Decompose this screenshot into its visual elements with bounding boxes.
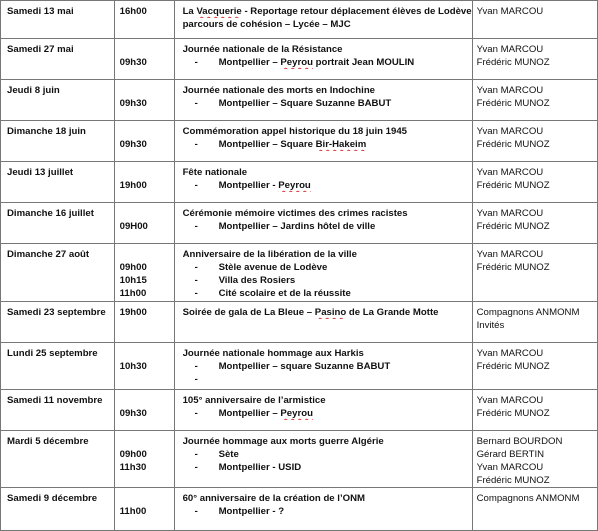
event-location-item	[183, 407, 472, 420]
time-cell	[114, 39, 174, 80]
dash-bullet-icon: -	[194, 221, 198, 232]
table-row	[1, 1, 598, 39]
event-time	[120, 207, 174, 220]
participant-name: Yvan MARCOU	[476, 44, 544, 55]
participant-name: Frédéric MUNOZ	[476, 475, 550, 486]
participants-cell	[472, 302, 597, 343]
event-location: Montpellier - ?	[218, 506, 285, 517]
event-cell	[174, 431, 472, 488]
event-location-item	[183, 505, 472, 518]
event-time	[120, 18, 174, 31]
dash-bullet-icon: -	[194, 98, 198, 109]
participant-name: Yvan MARCOU	[476, 85, 544, 96]
event-time: 11h00	[119, 288, 147, 299]
event-time: 11h30	[119, 462, 147, 473]
event-title: Journée nationale des morts en Indochine	[182, 85, 376, 96]
event-location: Montpellier - USID	[218, 462, 302, 473]
participant-name: Yvan MARCOU	[476, 208, 544, 219]
event-location: Montpellier – Jardins hôtel de ville	[218, 221, 376, 232]
event-time: 09h30	[119, 139, 147, 150]
participant-name: Yvan MARCOU	[476, 462, 544, 473]
event-location: Montpellier – Square Bir-Hakeim	[218, 139, 367, 150]
participant-name: Yvan MARCOU	[476, 249, 544, 260]
event-date: Dimanche 16 juillet	[7, 208, 94, 219]
date-cell	[1, 343, 115, 390]
event-cell	[174, 302, 472, 343]
event-title: 105° anniversaire de l’armistice	[182, 395, 326, 406]
event-time: 10h15	[119, 275, 147, 286]
event-cell	[174, 244, 472, 302]
participants-cell	[472, 162, 597, 203]
event-location-item	[183, 179, 472, 192]
dash-bullet-icon: -	[194, 262, 198, 273]
participant-name: Yvan MARCOU	[476, 126, 544, 137]
event-location: Villa des Rosiers	[218, 275, 296, 286]
dash-bullet-icon: -	[194, 462, 198, 473]
table-row	[1, 244, 598, 302]
dash-bullet-icon: -	[194, 374, 198, 385]
event-date: Jeudi 13 juillet	[7, 167, 74, 178]
participants-cell	[472, 431, 597, 488]
event-location-item	[183, 448, 472, 461]
event-time	[120, 394, 174, 407]
participants-cell	[472, 203, 597, 244]
participants-cell	[472, 1, 597, 39]
participant-name: Compagnons ANMONM	[476, 307, 580, 318]
event-location: Montpellier - Peyrou	[218, 180, 311, 191]
date-cell	[1, 302, 115, 343]
event-time: 09h30	[119, 98, 147, 109]
date-cell	[1, 431, 115, 488]
dash-bullet-icon: -	[194, 361, 198, 372]
time-cell	[114, 121, 174, 162]
event-date: Samedi 11 novembre	[7, 395, 103, 406]
event-cell	[174, 390, 472, 431]
time-cell	[114, 343, 174, 390]
table-row	[1, 203, 598, 244]
event-title: 60° anniversaire de la création de l’ONM	[182, 493, 366, 504]
event-location-item	[183, 138, 472, 151]
participants-cell	[472, 343, 597, 390]
event-time	[120, 347, 174, 360]
date-cell	[1, 203, 115, 244]
event-date: Samedi 13 mai	[7, 6, 74, 17]
participant-name: Gérard BERTIN	[476, 449, 545, 460]
participant-name: Frédéric MUNOZ	[476, 408, 550, 419]
event-location: Montpellier – square Suzanne BABUT	[218, 361, 391, 372]
dash-bullet-icon: -	[194, 275, 198, 286]
event-location: Stèle avenue de Lodève	[218, 262, 328, 273]
time-cell	[114, 488, 174, 531]
event-cell	[174, 39, 472, 80]
dash-bullet-icon: -	[194, 57, 198, 68]
date-cell	[1, 390, 115, 431]
event-title: Commémoration appel historique du 18 juin 1945	[182, 126, 407, 137]
event-title: Journée nationale hommage aux Harkis	[182, 348, 364, 359]
event-time	[120, 84, 174, 97]
event-location-item	[183, 287, 472, 300]
date-cell	[1, 121, 115, 162]
event-date: Mardi 5 décembre	[7, 436, 89, 447]
time-cell	[114, 244, 174, 302]
date-cell	[1, 162, 115, 203]
event-location-item	[183, 360, 472, 373]
event-cell	[174, 488, 472, 531]
event-time: 16h00	[119, 6, 147, 17]
event-cell	[174, 121, 472, 162]
participant-name: Frédéric MUNOZ	[476, 57, 550, 68]
event-date: Lundi 25 septembre	[7, 348, 98, 359]
table-row	[1, 431, 598, 488]
participant-name: Yvan MARCOU	[476, 395, 544, 406]
participants-cell	[472, 244, 597, 302]
event-location: Montpellier – Peyrou portrait Jean MOULIN	[218, 57, 415, 68]
date-cell	[1, 1, 115, 39]
table-row	[1, 162, 598, 203]
event-date: Jeudi 8 juin	[7, 85, 60, 96]
event-location: Montpellier – Square Suzanne BABUT	[218, 98, 392, 109]
event-location-item	[183, 461, 472, 474]
participant-name: Frédéric MUNOZ	[476, 221, 550, 232]
event-date: Samedi 9 décembre	[7, 493, 98, 504]
event-location-item	[183, 56, 472, 69]
table-row	[1, 80, 598, 121]
table-row	[1, 390, 598, 431]
event-location-item	[183, 373, 472, 386]
event-time: 09h30	[119, 408, 147, 419]
participants-cell	[472, 80, 597, 121]
time-cell	[114, 390, 174, 431]
table-row	[1, 343, 598, 390]
dash-bullet-icon: -	[194, 139, 198, 150]
event-cell	[174, 162, 472, 203]
event-date: Samedi 23 septembre	[7, 307, 106, 318]
time-cell	[114, 431, 174, 488]
participant-name: Frédéric MUNOZ	[476, 180, 550, 191]
event-location-item	[183, 97, 472, 110]
event-cell	[174, 203, 472, 244]
event-title: Fête nationale	[182, 167, 248, 178]
event-cell	[174, 343, 472, 390]
event-cell	[174, 80, 472, 121]
participant-name: Frédéric MUNOZ	[476, 361, 550, 372]
event-cell	[174, 1, 472, 39]
event-time	[120, 166, 174, 179]
participant-name: Yvan MARCOU	[476, 167, 544, 178]
event-title: La Vacquerie - Reportage retour déplacement élèves de Lodève	[182, 6, 472, 17]
participant-name: Frédéric MUNOZ	[476, 262, 550, 273]
participants-cell	[472, 390, 597, 431]
event-location-item	[183, 274, 472, 287]
event-time	[120, 492, 174, 505]
time-cell	[114, 1, 174, 39]
event-time: 09h00	[119, 262, 147, 273]
event-time: 09H00	[119, 221, 148, 232]
participant-name: Yvan MARCOU	[476, 6, 544, 17]
table-row	[1, 302, 598, 343]
time-cell	[114, 203, 174, 244]
table-row	[1, 39, 598, 80]
event-location: Montpellier – Peyrou	[218, 408, 313, 419]
event-location: Cité scolaire et de la réussite	[218, 288, 351, 299]
participant-name: Frédéric MUNOZ	[476, 98, 550, 109]
dash-bullet-icon: -	[194, 180, 198, 191]
event-time: 10h30	[119, 361, 147, 372]
event-time: 11h00	[119, 506, 147, 517]
time-cell	[114, 80, 174, 121]
event-time: 19h00	[119, 180, 147, 191]
participants-cell	[472, 121, 597, 162]
event-title: parcours de cohésion – Lycée – MJC	[182, 19, 351, 30]
date-cell	[1, 488, 115, 531]
event-time	[120, 248, 174, 261]
event-title: Journée hommage aux morts guerre Algérie	[182, 436, 384, 447]
participant-name: Invités	[476, 320, 505, 331]
event-title: Soirée de gala de La Bleue – Pasino de La Grande Motte	[182, 307, 439, 318]
participants-cell	[472, 488, 597, 531]
event-time	[120, 435, 174, 448]
event-time: 19h00	[119, 307, 147, 318]
date-cell	[1, 244, 115, 302]
event-location	[209, 374, 219, 385]
event-time: 09h00	[119, 449, 147, 460]
dash-bullet-icon: -	[194, 506, 198, 517]
event-date: Samedi 27 mai	[7, 44, 74, 55]
event-time	[120, 43, 174, 56]
table-row	[1, 121, 598, 162]
participant-name: Yvan MARCOU	[476, 348, 544, 359]
date-cell	[1, 80, 115, 121]
participant-name: Bernard BOURDON	[476, 436, 563, 447]
dash-bullet-icon: -	[194, 408, 198, 419]
event-date: Dimanche 18 juin	[7, 126, 86, 137]
event-location: Sète	[218, 449, 239, 460]
participants-cell	[472, 39, 597, 80]
event-title: Journée nationale de la Résistance	[182, 44, 343, 55]
date-cell	[1, 39, 115, 80]
participant-name: Compagnons ANMONM	[476, 493, 580, 504]
event-time	[120, 125, 174, 138]
time-cell	[114, 162, 174, 203]
event-location-item	[183, 220, 472, 233]
event-time: 09h30	[119, 57, 147, 68]
table-row	[1, 488, 598, 531]
event-date: Dimanche 27 août	[7, 249, 90, 260]
dash-bullet-icon: -	[194, 288, 198, 299]
event-location-item	[183, 261, 472, 274]
event-title: Cérémonie mémoire victimes des crimes racistes	[182, 208, 408, 219]
time-cell	[114, 302, 174, 343]
schedule-body	[1, 1, 598, 531]
participant-name: Frédéric MUNOZ	[476, 139, 550, 150]
dash-bullet-icon: -	[194, 449, 198, 460]
event-title: Anniversaire de la libération de la ville	[182, 249, 357, 260]
